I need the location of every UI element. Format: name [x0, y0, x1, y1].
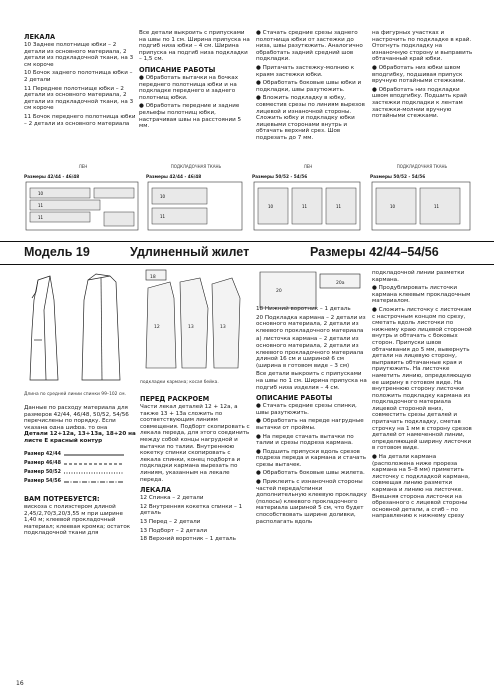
section-heading: ОПИСАНИЕ РАБОТЫ	[139, 65, 216, 74]
model-sizes: Размеры 42/44–54/56	[310, 245, 439, 259]
before-cutting-heading: ПЕРЕД РАСКРОЕМ	[140, 395, 210, 403]
pattern-layout-2	[146, 164, 246, 232]
size-legend	[24, 450, 134, 486]
instruction-step: подкладочной линии разметки кармана.	[372, 270, 465, 283]
svg-text:12: 12	[154, 325, 160, 330]
paragraph: 10 Бочок заднего полотнища юбки – 2 детали	[24, 70, 133, 83]
middle-text-column	[140, 392, 252, 622]
fabric-caption: ЛЕН	[303, 164, 313, 169]
pattern-list-item: 13 Подборт – 2 детали	[140, 527, 207, 534]
pattern-list-item: 20 Подкладка кармана – 2 детали из основного материала, 2 детали из клеевого прокладочного материала	[256, 314, 366, 334]
pattern-layouts	[24, 164, 474, 232]
paragraph: ● Вложить подкладку в юбку, совместив срезы по линиям вырезов лицевой и изнаночной стороны. Сложить юбку и подкладку юбки лицевыми сторонами внутрь и обтачать верхний срез. Шов подрезать до 7 мм.	[256, 95, 365, 141]
right-text-column-2	[372, 270, 476, 626]
svg-text:11: 11	[434, 204, 440, 209]
paragraph: ● Стачать средние срезы заднего полотнища юбки от застежки до низа, швы разутюжить. Аналогично обработать задний средний шов подкладки.	[256, 30, 363, 63]
svg-text:10: 10	[38, 191, 44, 196]
patterns-list	[140, 495, 252, 543]
instruction-step: ● Продублировать листочки кармана клеевым прокладочным материалом.	[372, 285, 471, 305]
svg-text:20: 20	[276, 289, 282, 294]
paragraph: 10 Заднее полотнище юбки – 2 детали из основного материала, 2 детали из подкладочной ткани, на 3 см короче	[24, 42, 134, 68]
instruction-step: ● На переде стачать вытачки по талии и срезы подреза кармана.	[256, 433, 354, 447]
top-column-4	[372, 30, 476, 170]
svg-text:13: 13	[220, 325, 226, 330]
legend-row: Размер 46/48	[24, 459, 134, 468]
svg-text:18: 18	[150, 275, 156, 280]
pattern-pieces-drawing	[140, 268, 252, 378]
model-header-band	[0, 241, 494, 265]
patterns-heading: ЛЕКАЛА	[140, 486, 172, 495]
line-style-dashed	[64, 462, 124, 466]
paragraph: ● Обработать низ юбки швом вподгибку, подшивая припуск вручную потайными стежками.	[372, 64, 466, 85]
fabric-caption: ПОДКЛАДОЧНАЯ ТКАНЬ	[396, 164, 448, 169]
svg-text:11: 11	[302, 204, 308, 209]
consumption-note: Данные по расходу материала для размеров 42/44, 46/48, 50/52, 54/56 перечислены по порядку. Если указана одна цифра, то она	[24, 405, 129, 429]
svg-text:10: 10	[268, 204, 274, 209]
pattern-layout-3	[252, 164, 364, 232]
fabric-layout-diagram	[24, 180, 142, 232]
pattern-list-item: 12 Спинка – 2 детали	[140, 495, 204, 502]
size-caption: Размеры 42/44 - 46/48	[146, 175, 202, 180]
paragraph: 11 Переднее полотнище юбки – 2 детали из основного материала, 2 детали из подкладочной ткани, на 3 см короче	[24, 85, 134, 112]
materials-heading: ВАМ ПОТРЕБУЕТСЯ:	[24, 495, 100, 503]
model-title: Удлиненный жилет	[130, 245, 250, 259]
fabric-caption: ПОДКЛАДОЧНАЯ ТКАНЬ	[170, 164, 222, 169]
fabric-layout-diagram	[146, 180, 246, 232]
svg-text:11: 11	[160, 214, 166, 219]
right-text-column-1	[256, 306, 368, 626]
pattern-list-item: 13 Перед – 2 детали	[140, 518, 201, 525]
paragraph: ● Обработать передние и задние рельефы полотнищ юбки, настрачивая швы на расстоянии 5 мм.	[139, 103, 242, 130]
fabric-caption: ЛЕН	[78, 164, 88, 169]
pattern-list-item: 18 Верхний воротник – 1 деталь	[140, 536, 236, 543]
legend-row: Размер 42/44	[24, 450, 134, 459]
legend-row: Размер 54/56	[24, 477, 134, 486]
fabric-layout-diagram	[370, 180, 474, 232]
materials-text: вискоза с полиэстером длиной 2,45/2,70/3,20/3,55 м при ширине 1,40 м; клеевой прокладочный материал; клеевая кромка; остаток подкладочной ткани для	[24, 504, 131, 537]
paragraph: 11 Бочок переднего полотнища юбки – 2 детали из основного материала	[24, 113, 136, 127]
top-column-2	[139, 30, 251, 170]
pattern-layout-1	[24, 164, 142, 232]
svg-text:10: 10	[390, 204, 396, 209]
top-column-1	[24, 30, 136, 170]
svg-text:13: 13	[188, 325, 194, 330]
instruction-step: ● Подшить припуски вдоль срезов подреза переда и кармана и стачать срезы вытачек.	[256, 448, 367, 468]
svg-text:20а: 20а	[336, 281, 345, 286]
pattern-layout-4	[370, 164, 474, 232]
paragraph: Все детали выкроить с припусками на швы по 1 см. Ширина припуска на подгиб низа юбки – 4 см. Ширина припуска на подгиб низа подкладки – 1,5 см.	[139, 30, 250, 63]
paragraph: ● Обработать боковые швы юбки и подкладки, швы разутюжить.	[256, 80, 362, 93]
fabric-layout-diagram	[252, 180, 364, 232]
legend-row: Размер 50/52	[24, 468, 134, 477]
vest-sketch	[24, 270, 136, 390]
svg-text:10: 10	[160, 194, 166, 199]
pattern-list-item: 18 Нижний воротник – 1 деталь	[256, 306, 351, 312]
pattern-list-item: 12 Внутренняя кокетка спинки – 1 деталь	[140, 503, 243, 517]
length-caption: Длина по средней линии спинки 99–102 см.	[24, 392, 126, 397]
instruction-step: ● Стачать средние срезы спинки, швы разутюжить.	[256, 403, 357, 416]
work-description-heading: ОПИСАНИЕ РАБОТЫ	[256, 394, 333, 403]
instruction-step: ● Обработать боковые швы жилета.	[256, 470, 365, 477]
svg-text:11: 11	[38, 215, 44, 220]
section-heading: ЛЕКАЛА	[24, 33, 56, 41]
svg-text:11: 11	[38, 203, 44, 208]
size-caption: Размеры 42/44 - 46/48	[24, 175, 80, 180]
paragraph: на фигурных участках и настрочить по подкладке в край. Отогнуть подкладку на изнаночную сторону и выправить обтачанный край юбки.	[372, 30, 473, 63]
svg-text:11: 11	[336, 204, 342, 209]
pattern-sheet-note: Детали 12+12а, 13+13а, 18+20 на листе Е красный контур	[24, 431, 136, 444]
pattern-list-item: а) листочка кармана – 2 детали из основного материала, 2 детали из клеевого прокладочного материала длиной 16 см и шириной 6 см (ширина в готовом виде – 3 см)	[256, 336, 364, 369]
page-number: 16	[16, 680, 24, 687]
paragraph: ● Обработать низ подкладки швом вподгибку. Подшить край застежки подкладки к лентам застежки-молнии вручную потайными стежками.	[372, 86, 467, 120]
instruction-step: ● На детали кармана (расположена ниже прореза кармана на 5–8 мм) приметить листочку с подкладкой кармана, совмещая линию разметки кармана и линию на листочке. Внешняя сторона листочки на обрезанного с лицевой стороны основной детали, а сгиб – по направлению к нижнему срезу	[372, 454, 470, 520]
materials-caption-cont: подкладки кармана; косая бейка.	[140, 380, 219, 385]
line-style-dash-dot	[64, 480, 124, 484]
before-cutting-text: Части лекал деталей 12 + 12а, а также 13 + 13а сложить по соответствующим линиям совмещения. Подборт скопировать с лекала переда, для этого соединить между собой концы нагрудной и вытачки по талии. Внутреннюю кокетку спинки скопировать с лекала спинки, конец подборта и подкладки кармана вырезать по линиям, указанным на лекале переда.	[140, 404, 250, 483]
model-number: Модель 19	[24, 245, 90, 259]
top-column-3	[256, 30, 368, 170]
seam-allowance-text: Все детали выкроить с припусками на швы по 1 см. Ширина припуска на подгиб низа изделия – 4 см.	[256, 371, 367, 391]
line-style-dotted	[64, 471, 124, 475]
paragraph: ● Обработать вытачки на бочках переднего полотнища юбки и на подкладке переднего и заднего полотнищ юбки.	[139, 74, 239, 101]
size-caption: Размеры 50/52 - 54/56	[252, 175, 308, 180]
instruction-step: ● Приклеить с изнаночной стороны частей переда/спинки дополнительную клеевую прокладку (полосы) клеевого прокладочного материала шириной 5 см, что будет способствовать ширине доливки, располагать вдоль	[256, 479, 367, 525]
line-style-solid	[64, 453, 124, 457]
materials-section	[24, 492, 136, 622]
instruction-step: ● Сложить листочку с листочкам с настрочным концом по срезу, сметать вдоль листочки по нижнему краю лицевой стороной внутрь и обтачать с боковых сторон. Припуски швов обтачивания до 5 мм, вывернуть детали на лицевую сторону, выправить обтачанные края и приутюжить. На листочке наметить линию, определяющую ее ширину в готовом виде. На внутреннюю сторону листочки положить подкладку кармана из подкладочного материала лицевой стороной вниз, совместить срезы деталей и притачать подкладку, сметав строчку на 1 мм в сторону срезов деталей от намеченной линии, определяющей ширину листочки в готовом виде.	[372, 306, 472, 452]
size-caption: Размеры 50/52 - 54/56	[370, 175, 426, 180]
paragraph: ● Притачать застежку-молнию к краям застежки юбки.	[256, 64, 355, 78]
instruction-step: ● Обработать на переде нагрудные вытачки от проймы.	[256, 418, 364, 431]
